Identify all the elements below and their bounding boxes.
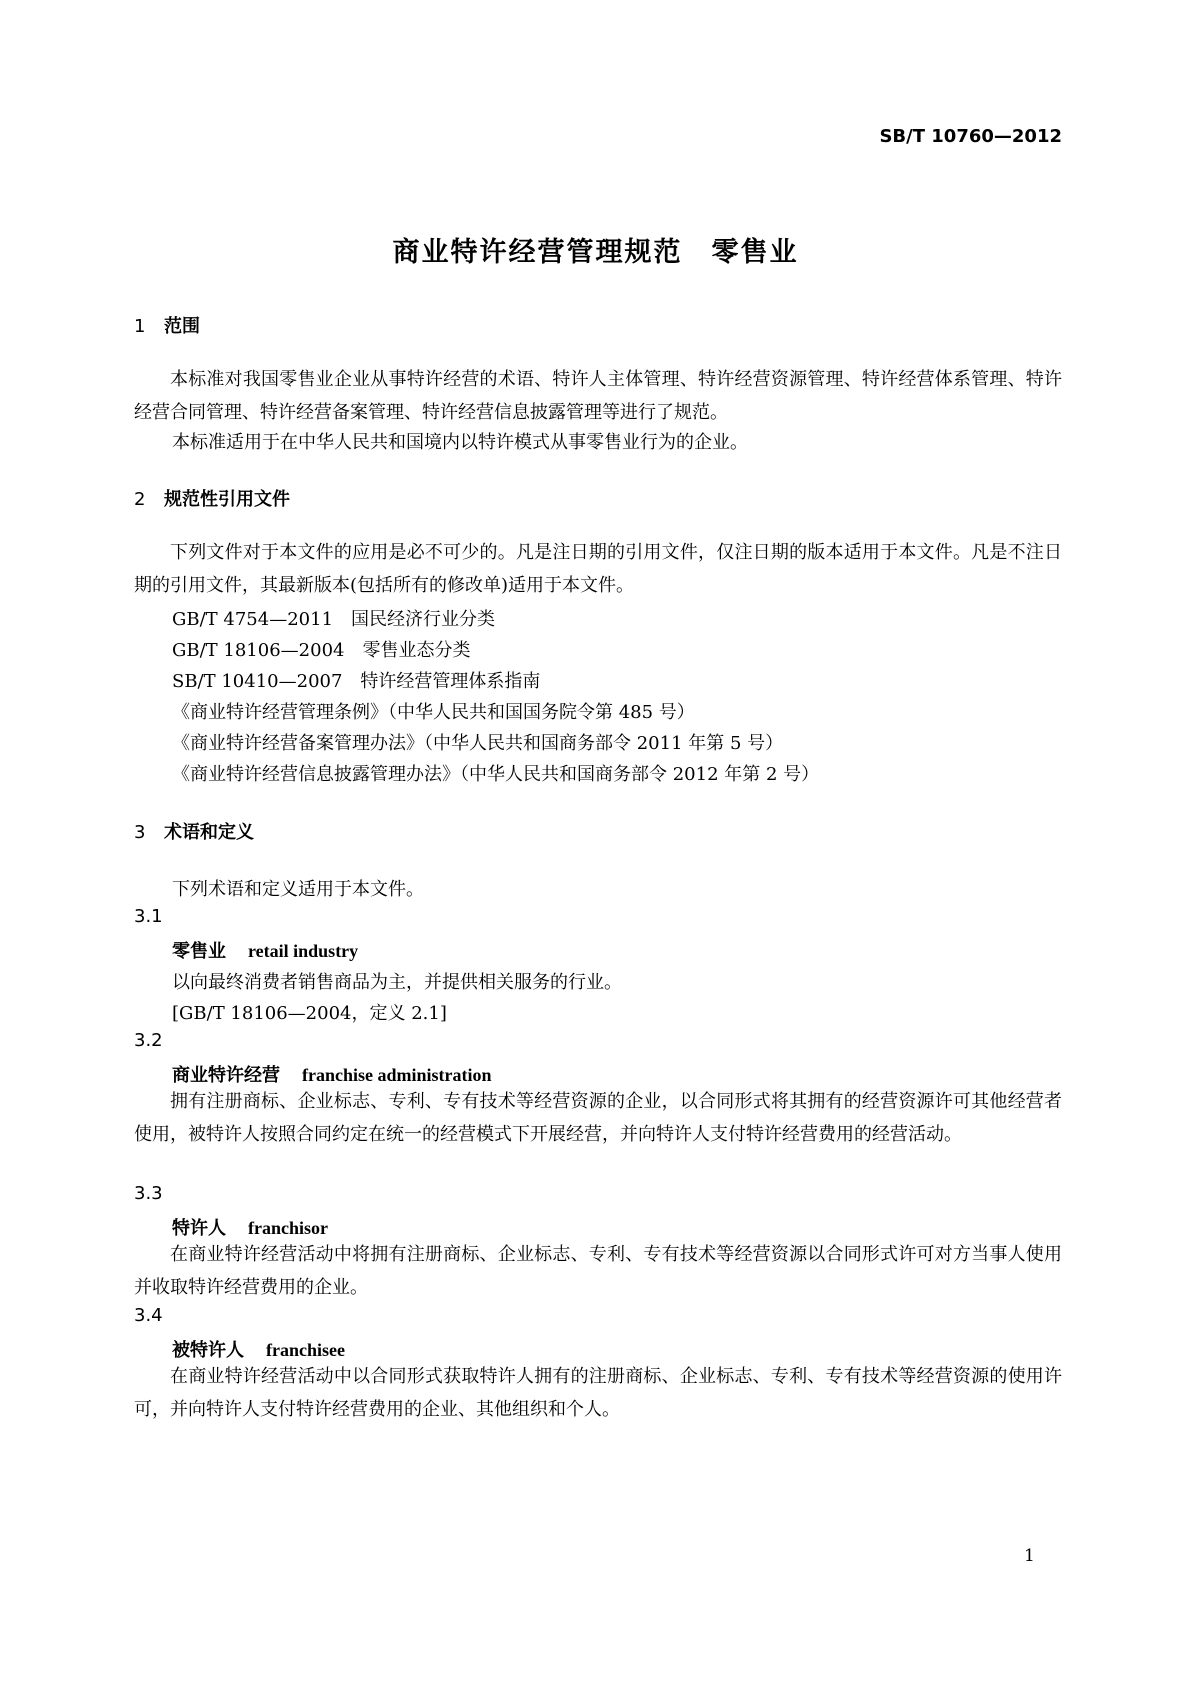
term-definition: 在商业特许经营活动中以合同形式获取特许人拥有的注册商标、企业标志、专利、专有技术等经营资源的使用许可，并向特许人支付特许经营费用的企业、其他组织和个人。 bbox=[134, 1366, 1062, 1420]
term-definition: 以向最终消费者销售商品为主，并提供相关服务的行业。 bbox=[172, 972, 622, 993]
document-number: SB/T 10760—2012 bbox=[879, 126, 1062, 147]
page-title: 商业特许经营管理规范 零售业 bbox=[392, 237, 799, 268]
reference-item: 《商业特许经营管理条例》（中华人民共和国国务院令第 485 号） bbox=[172, 702, 695, 723]
term-definition: 在商业特许经营活动中将拥有注册商标、企业标志、专利、专有技术等经营资源以合同形式许可对方当事人使用并收取特许经营费用的企业。 bbox=[134, 1244, 1062, 1298]
clause-number: 3.2 bbox=[134, 1030, 163, 1051]
paragraph: 下列文件对于本文件的应用是必不可少的。凡是注日期的引用文件，仅注日期的版本适用于本文件。凡是不注日期的引用文件，其最新版本(包括所有的修改单)适用于本文件。 bbox=[134, 542, 1062, 596]
term-entry bbox=[172, 1336, 345, 1362]
term-chinese: 特许人 bbox=[172, 1218, 226, 1239]
term-source: [GB/T 18106—2004，定义 2.1] bbox=[172, 1003, 447, 1024]
term-english: franchise administration bbox=[302, 1065, 492, 1085]
reference-item: 《商业特许经营信息披露管理办法》（中华人民共和国商务部令 2012 年第 2 号） bbox=[172, 764, 820, 785]
reference-item: GB/T 4754—2011 国民经济行业分类 bbox=[172, 609, 496, 630]
section-number: 2 bbox=[134, 489, 146, 510]
paragraph: 本标准对我国零售业企业从事特许经营的术语、特许人主体管理、特许经营资源管理、特许经营体系管理、特许经营合同管理、特许经营备案管理、特许经营信息披露管理等进行了规范。 bbox=[134, 369, 1062, 423]
section-title: 术语和定义 bbox=[164, 822, 254, 843]
reference-item: 《商业特许经营备案管理办法》（中华人民共和国商务部令 2011 年第 5 号） bbox=[172, 733, 784, 754]
page-number: 1 bbox=[1024, 1546, 1035, 1566]
section-title: 规范性引用文件 bbox=[164, 489, 290, 510]
section-number: 1 bbox=[134, 316, 146, 337]
term-english: franchisee bbox=[266, 1340, 345, 1360]
term-entry bbox=[172, 1214, 328, 1240]
section-heading-scope bbox=[134, 312, 200, 338]
term-english: franchisor bbox=[248, 1218, 328, 1238]
term-chinese: 商业特许经营 bbox=[172, 1065, 280, 1086]
term-definition: 拥有注册商标、企业标志、专利、专有技术等经营资源的企业，以合同形式将其拥有的经营资源许可其他经营者使用，被特许人按照合同约定在统一的经营模式下开展经营，并向特许人支付特许经营费用的经营活动。 bbox=[134, 1091, 1062, 1145]
paragraph: 本标准适用于在中华人民共和国境内以特许模式从事零售业行为的企业。 bbox=[172, 432, 748, 453]
clause-number: 3.3 bbox=[134, 1183, 163, 1204]
term-chinese: 被特许人 bbox=[172, 1340, 244, 1361]
term-entry bbox=[172, 1061, 492, 1087]
reference-item: GB/T 18106—2004 零售业态分类 bbox=[172, 640, 471, 661]
clause-number: 3.1 bbox=[134, 906, 163, 927]
reference-item: SB/T 10410—2007 特许经营管理体系指南 bbox=[172, 671, 541, 692]
term-entry bbox=[172, 937, 358, 963]
term-english: retail industry bbox=[248, 941, 359, 961]
paragraph: 下列术语和定义适用于本文件。 bbox=[172, 879, 424, 900]
clause-number: 3.4 bbox=[134, 1305, 163, 1326]
term-chinese: 零售业 bbox=[172, 941, 226, 962]
section-title: 范围 bbox=[164, 316, 200, 337]
section-heading-terms bbox=[134, 818, 254, 844]
section-heading-normative-references bbox=[134, 485, 290, 511]
section-number: 3 bbox=[134, 822, 146, 843]
